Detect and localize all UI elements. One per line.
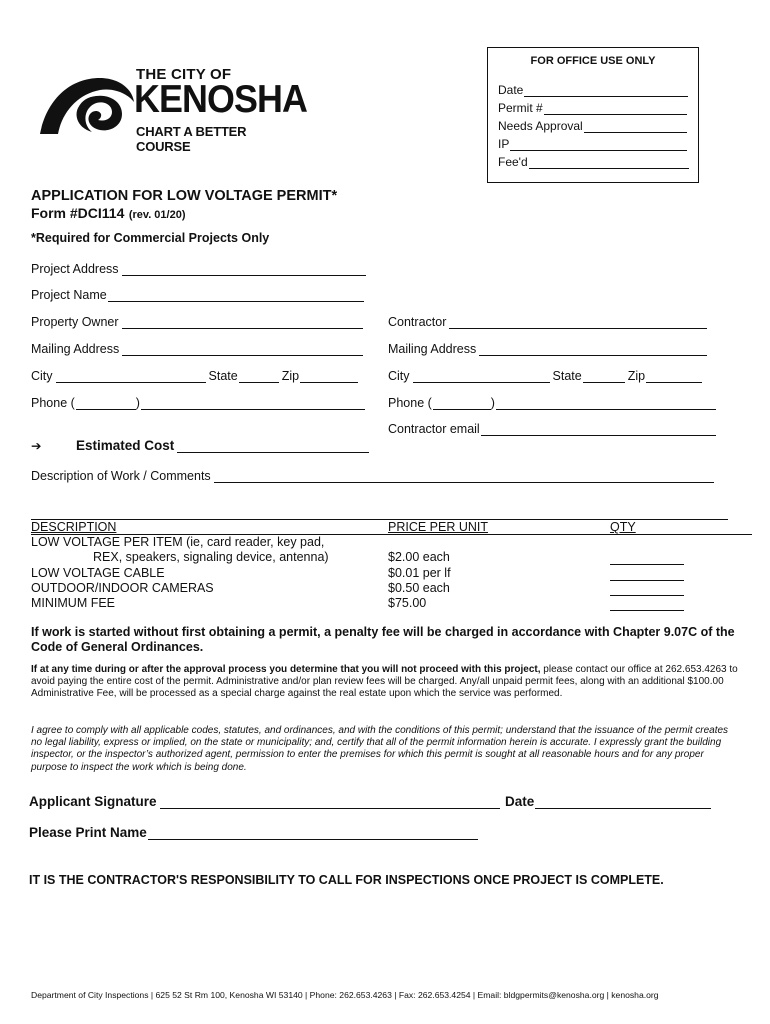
office-needs-approval-field[interactable]: Needs Approval bbox=[498, 119, 687, 133]
agreement-statement: I agree to comply with all applicable codes, statutes, and ordinances, and with the conditions of this permit; understand that the issuance of the permit creates no legal liability, express or implied, on the state or municipality; and, certify that all of the permit information herein is accurate. I expressly grant the building inspector, or the inspector’s authorized agent, permission to enter the premises for which this permit is sought at all reasonable hours and for any proper purpose to inspect the work which is being done. bbox=[31, 725, 729, 773]
cancellation-notice bbox=[31, 664, 741, 701]
wave-logo-icon bbox=[38, 72, 136, 136]
owner-city-state-zip-field[interactable]: City State Zip bbox=[31, 369, 358, 383]
logo-tagline: CHART A BETTER COURSE bbox=[136, 124, 247, 154]
city-logo bbox=[38, 66, 307, 154]
table-header-price: PRICE PER UNIT bbox=[388, 520, 489, 534]
office-use-box bbox=[487, 47, 699, 183]
qty-input-3[interactable] bbox=[610, 595, 684, 596]
form-revision: (rev. 01/20) bbox=[128, 209, 186, 221]
office-feed-field[interactable]: Fee'd bbox=[498, 155, 689, 169]
qty-input-2[interactable] bbox=[610, 580, 684, 581]
cancellation-notice-bold: If at any time during or after the approval process you determine that you will not proceed with this project, bbox=[31, 664, 541, 675]
logo-text-city-of: THE CITY OF bbox=[136, 66, 232, 83]
logo-text-kenosha: KENOSHA bbox=[134, 78, 307, 121]
owner-phone-field[interactable]: Phone ( ) bbox=[31, 396, 365, 410]
form-number: Form #DCI114 bbox=[31, 205, 125, 221]
contractor-phone-field[interactable]: Phone ( ) bbox=[388, 396, 716, 410]
project-name-field[interactable]: Project Name bbox=[31, 288, 364, 302]
table-row-desc: OUTDOOR/INDOOR CAMERAS bbox=[31, 581, 214, 595]
table-header-qty: QTY bbox=[610, 520, 636, 534]
description-of-work-field[interactable]: Description of Work / Comments bbox=[31, 469, 714, 483]
cancellation-notice-text: please contact our office at 262.653.4263 to avoid paying the entire cost of the permit. Administrative and/or plan review fees will be charged. Any/all unpaid permit fees, along with an additional $100.00 Administrative Fee, will be processed as a special charge against the real estate upon which the service was performed. bbox=[31, 664, 738, 700]
print-name-field[interactable]: Please Print Name bbox=[29, 825, 478, 840]
penalty-notice: If work is started without first obtaining a permit, a penalty fee will be charged in accordance with Chapter 9.07C of the Code of General Ordinances. bbox=[31, 625, 735, 654]
applicant-signature-field[interactable]: Applicant Signature bbox=[29, 794, 500, 809]
office-permit-field[interactable]: Permit # bbox=[498, 101, 687, 115]
table-header-description: DESCRIPTION bbox=[31, 520, 117, 534]
table-row-price: $2.00 each bbox=[388, 550, 450, 564]
property-owner-field[interactable]: Property Owner bbox=[31, 315, 363, 329]
table-row-desc: LOW VOLTAGE CABLE bbox=[31, 566, 165, 580]
qty-input-1[interactable] bbox=[610, 564, 684, 565]
table-row-desc: MINIMUM FEE bbox=[31, 596, 116, 610]
contractor-mailing-address-field[interactable]: Mailing Address bbox=[388, 342, 707, 356]
estimated-cost-field[interactable]: Estimated Cost bbox=[76, 438, 369, 453]
table-row-desc-cont: REX, speakers, signaling device, antenna) bbox=[93, 550, 329, 564]
project-address-field[interactable]: Project Address bbox=[31, 262, 366, 276]
arrow-icon: ➔ bbox=[31, 439, 42, 453]
footer-contact-info: Department of City Inspections | 625 52 St Rm 100, Kenosha WI 53140 | Phone: 262.653.4263 | Fax: 262.653.4254 | Email: bldgpermits@kenosha.org | kenosha.org bbox=[31, 990, 659, 1000]
owner-mailing-address-field[interactable]: Mailing Address bbox=[31, 342, 363, 356]
form-number-line bbox=[31, 205, 186, 223]
table-row-price: $0.50 each bbox=[388, 581, 450, 595]
office-date-field[interactable]: Date bbox=[498, 83, 688, 97]
table-row-desc: LOW VOLTAGE PER ITEM (ie, card reader, key pad, bbox=[31, 535, 325, 549]
form-title: APPLICATION FOR LOW VOLTAGE PERMIT* bbox=[31, 188, 338, 204]
contractor-inspection-notice: IT IS THE CONTRACTOR'S RESPONSIBILITY TO CALL FOR INSPECTIONS ONCE PROJECT IS COMPLETE. bbox=[29, 873, 664, 887]
contractor-email-field[interactable]: Contractor email bbox=[388, 422, 716, 436]
office-use-title: FOR OFFICE USE ONLY bbox=[530, 55, 656, 67]
required-note: *Required for Commercial Projects Only bbox=[31, 231, 270, 245]
table-row-price: $75.00 bbox=[388, 596, 427, 610]
qty-input-4[interactable] bbox=[610, 610, 684, 611]
table-row-price: $0.01 per lf bbox=[388, 566, 451, 580]
contractor-field[interactable]: Contractor bbox=[388, 315, 707, 329]
signature-date-field[interactable]: Date bbox=[505, 794, 711, 809]
contractor-city-state-zip-field[interactable]: City State Zip bbox=[388, 369, 702, 383]
office-ip-field[interactable]: IP bbox=[498, 137, 687, 151]
